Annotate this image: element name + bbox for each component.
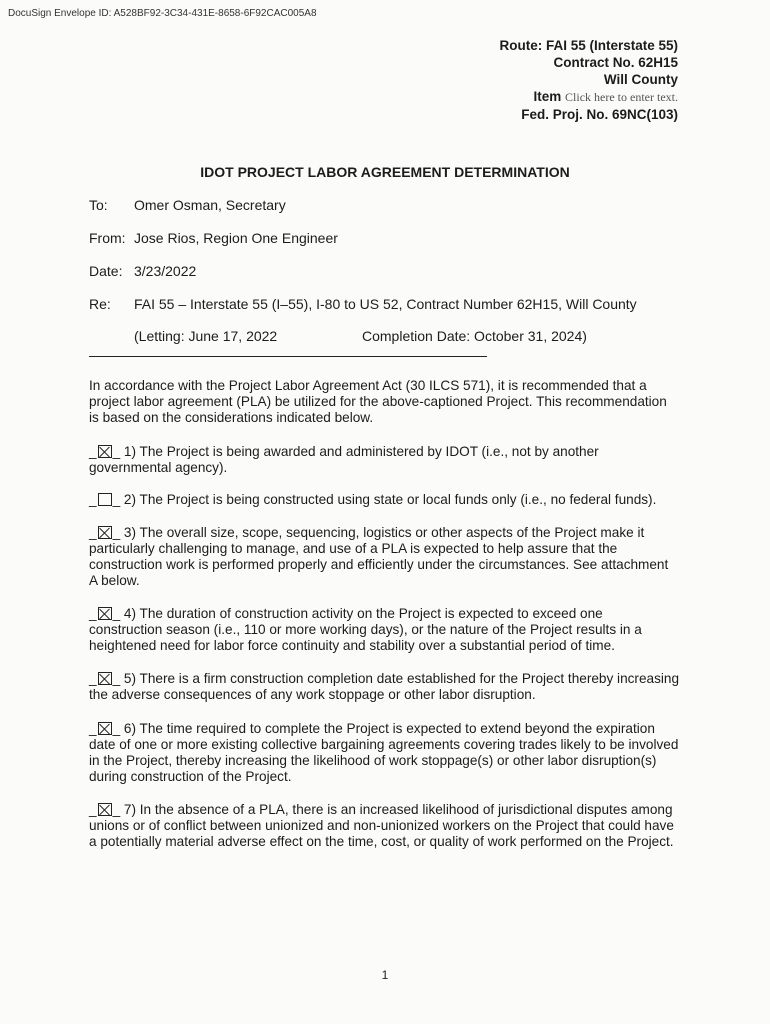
to-value: Omer Osman, Secretary [134, 197, 286, 213]
checkbox-5[interactable] [98, 672, 112, 685]
project-header [499, 37, 678, 123]
criterion-6: _ _ 6) The time required to complete the Project is expected to extend beyond the expiration date of one or more existing collective bargaining agreements covering trades likely to be involved in the Project, thereby increasing the likelihood of work stoppage(s) or other labor disruption(s) during construction of the Project. [89, 721, 679, 784]
memo-to [0, 197, 770, 215]
checkbox-2[interactable] [98, 493, 112, 506]
criterion-text-4: 4) The duration of construction activity on the Project is expected to exceed one construction season (i.e., 110 or more working days), or the nature of the Project results in a heightened need for labor force continuity and stability over a substantial period of time. [89, 606, 642, 653]
checkbox-7[interactable] [98, 803, 112, 816]
item-placeholder-field[interactable]: Click here to enter text. [565, 90, 678, 104]
checkbox-6[interactable] [98, 722, 112, 735]
memo-re [0, 296, 770, 314]
re-label: Re: [89, 296, 111, 312]
re-value: FAI 55 – Interstate 55 (I–55), I-80 to US 52, Contract Number 62H15, Will County [134, 296, 637, 312]
item-label: Item [533, 89, 562, 104]
page-number: 1 [381, 968, 389, 982]
criterion-7: _ _ 7) In the absence of a PLA, there is an increased likelihood of jurisdictional disputes among unions or of conflict between unionized and non-unionized workers on the Project that could have a potentially material adverse effect on the time, cost, or quality of work performed on the Project. [89, 802, 674, 849]
criterion-text-5: 5) There is a firm construction completion date established for the Project thereby increasing the adverse consequences of any work stoppage or other labor disruption. [89, 671, 680, 702]
fed-proj-line: Fed. Proj. No. 69NC(103) [521, 107, 678, 122]
memo-date [0, 263, 770, 281]
checkbox-1[interactable] [98, 445, 112, 458]
document-title: IDOT PROJECT LABOR AGREEMENT DETERMINATION [200, 164, 570, 180]
to-label: To: [89, 197, 108, 213]
route-line: Route: FAI 55 (Interstate 55) [499, 38, 678, 53]
date-label: Date: [89, 263, 123, 279]
checkbox-4[interactable] [98, 607, 112, 620]
item-line [499, 88, 678, 106]
criterion-text-7: 7) In the absence of a PLA, there is an increased likelihood of jurisdictional disputes among unions or of conflict between unionized and non-unionized workers on the Project that could have a potentially material adverse effect on the time, cost, or quality of work performed on the Project. [89, 802, 674, 849]
memo-from [0, 230, 770, 248]
contract-line: Contract No. 62H15 [553, 55, 678, 70]
letting-date: (Letting: June 17, 2022 [134, 328, 278, 344]
criterion-3: _ _ 3) The overall size, scope, sequencing, logistics or other aspects of the Project make it particularly challenging to manage, and use of a PLA is expected to help assure that the construction work is performed properly and efficiently under the circumstances. See attachment A below. [89, 525, 669, 588]
docusign-envelope-id: DocuSign Envelope ID: A528BF92-3C34-431E-8658-6F92CAC005A8 [8, 8, 317, 19]
criterion-text-6: 6) The time required to complete the Project is expected to extend beyond the expiration date of one or more existing collective bargaining agreements covering trades likely to be involved in the Project, thereby increasing the likelihood of work stoppage(s) or other labor disruption(s) during construction of the Project. [89, 721, 679, 784]
criterion-2: _ _ 2) The Project is being constructed using state or local funds only (i.e., no federal funds). [89, 492, 657, 507]
date-value: 3/23/2022 [134, 263, 197, 279]
completion-date: Completion Date: October 31, 2024) [362, 328, 587, 344]
criterion-text-3: 3) The overall size, scope, sequencing, logistics or other aspects of the Project make it particularly challenging to manage, and use of a PLA is expected to help assure that the construction work is performed properly and efficiently under the circumstances. See attachment A below. [89, 525, 669, 588]
county-line: Will County [603, 72, 678, 87]
from-value: Jose Rios, Region One Engineer [134, 230, 338, 246]
checkbox-3[interactable] [98, 526, 112, 539]
intro-paragraph: In accordance with the Project Labor Agreement Act (30 ILCS 571), it is recommended that a project labor agreement (PLA) be utilized for the above-captioned Project. This recommendation is based on the considerations indicated below. [89, 378, 667, 425]
memo-dates [0, 328, 770, 346]
from-label: From: [89, 230, 126, 246]
criterion-text-2: 2) The Project is being constructed using state or local funds only (i.e., no federal funds). [123, 492, 657, 507]
criterion-text-1: 1) The Project is being awarded and administered by IDOT (i.e., not by another governmental agency). [89, 444, 599, 475]
divider-line [89, 356, 487, 357]
criterion-4: _ _ 4) The duration of construction activity on the Project is expected to exceed one construction season (i.e., 110 or more working days), or the nature of the Project results in a heightened need for labor force continuity and stability over a substantial period of time. [89, 606, 642, 653]
criterion-5: _ _ 5) There is a firm construction completion date established for the Project thereby increasing the adverse consequences of any work stoppage or other labor disruption. [89, 671, 680, 702]
criterion-1: _ _ 1) The Project is being awarded and administered by IDOT (i.e., not by another governmental agency). [89, 444, 599, 475]
